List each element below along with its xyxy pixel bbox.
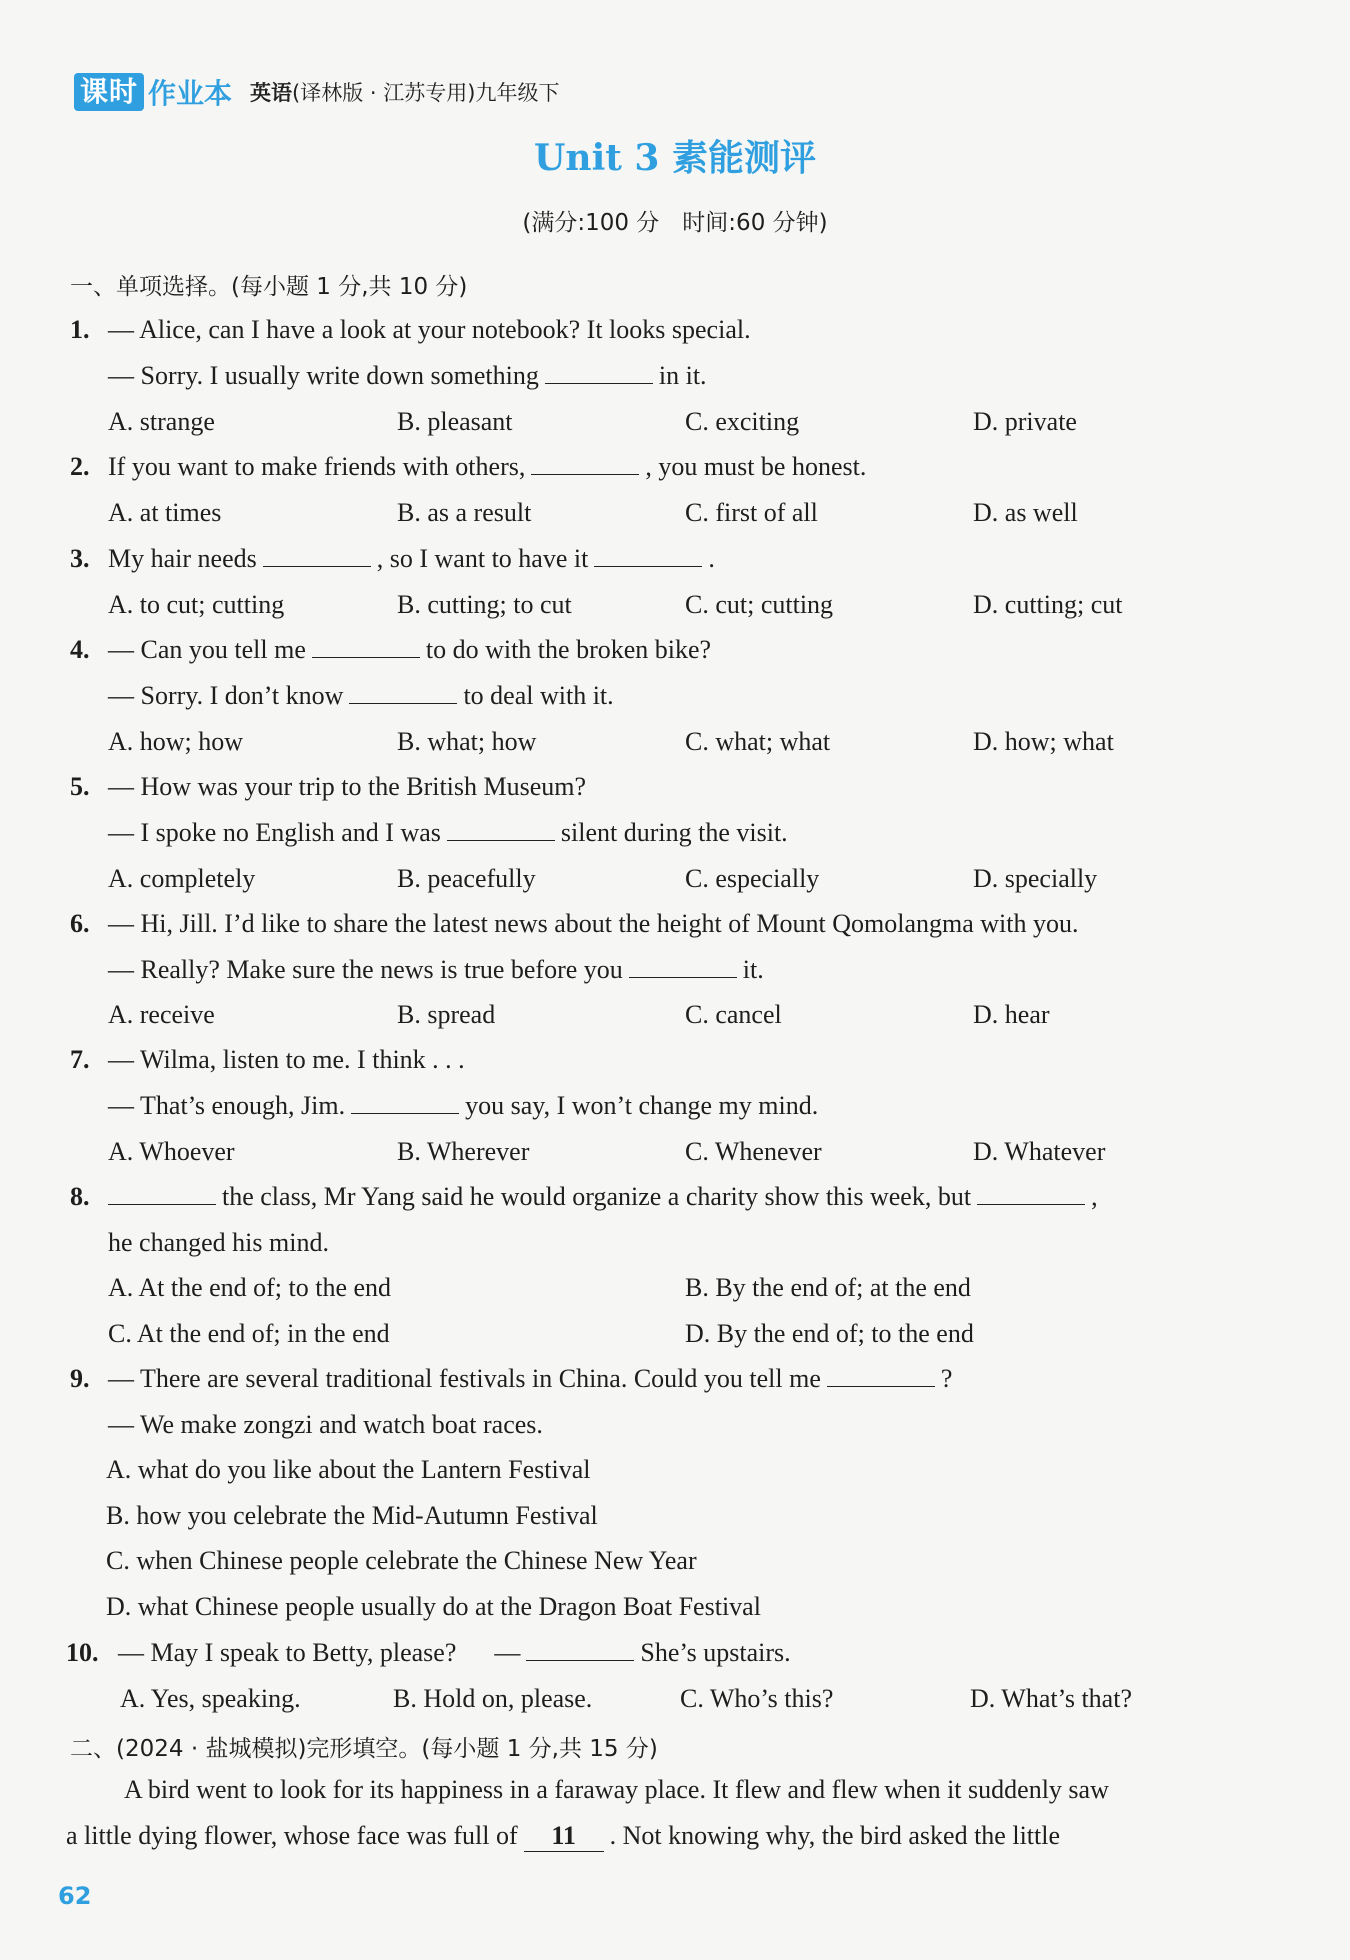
question-line: — Sorry. I don’t know to deal with it. [108,681,614,710]
option[interactable]: B. as a result [397,498,532,527]
question-line: — Can you tell me to do with the broken bike? [108,635,712,664]
subject-line: 英语(译林版 · 江苏专用)九年级下 [250,81,560,105]
answer-blank[interactable] [545,365,653,384]
section-2-heading: 二、(2024 · 盐城模拟)完形填空。(每小题 1 分,共 15 分) [70,1736,658,1762]
option[interactable]: B. cutting; to cut [397,590,572,619]
header [74,72,559,112]
option[interactable]: B. spread [397,1000,496,1029]
option[interactable]: B. what; how [397,727,537,756]
logo-box: 课时 [74,73,144,111]
option[interactable]: C. what; what [685,727,831,756]
answer-blank[interactable] [531,456,639,475]
question-number: 1. [70,315,90,344]
answer-blank[interactable] [526,1642,634,1661]
answer-blank[interactable] [108,1186,216,1205]
question-number: 8. [70,1182,90,1211]
answer-blank[interactable] [349,685,457,704]
option[interactable]: C. cancel [685,1000,782,1029]
option[interactable]: C. Whenever [685,1137,822,1166]
option[interactable]: B. By the end of; at the end [685,1273,971,1302]
option[interactable]: A. how; how [108,727,244,756]
question-number: 2. [70,452,90,481]
question-line: — Alice, can I have a look at your notebook? It looks special. [108,315,751,344]
answer-blank[interactable] [629,959,737,978]
question-number: 4. [70,635,90,664]
cloze-blank[interactable]: 11 [524,1821,604,1852]
option[interactable]: A. at times [108,498,222,527]
option[interactable]: D. as well [973,498,1078,527]
option[interactable]: D. Whatever [973,1137,1106,1166]
question-line: he changed his mind. [108,1228,329,1257]
option[interactable]: C. exciting [685,407,800,436]
option[interactable]: D. cutting; cut [973,590,1123,619]
option[interactable]: D. What’s that? [970,1684,1132,1713]
option[interactable]: C. cut; cutting [685,590,834,619]
question-number: 9. [70,1364,90,1393]
question-line: If you want to make friends with others, , you must be honest. [108,452,867,481]
option[interactable]: D. what Chinese people usually do at the Dragon Boat Festival [106,1592,761,1621]
option[interactable]: A. to cut; cutting [108,590,285,619]
question-line: — May I speak to Betty, please? — She’s upstairs. [118,1638,791,1667]
question-number: 10. [66,1638,99,1667]
question-line: — Sorry. I usually write down something in it. [108,361,707,390]
option[interactable]: C. when Chinese people celebrate the Chinese New Year [106,1546,697,1575]
answer-blank[interactable] [263,548,371,567]
option[interactable]: D. specially [973,864,1098,893]
question-line: — Wilma, listen to me. I think . . . [108,1045,465,1074]
answer-blank[interactable] [447,822,555,841]
option[interactable]: B. Wherever [397,1137,530,1166]
unit-title: Unit 3 素能测评 [534,137,816,179]
option[interactable]: D. By the end of; to the end [685,1319,974,1348]
option[interactable]: A. what do you like about the Lantern Festival [106,1455,591,1484]
option[interactable]: A. At the end of; to the end [108,1273,392,1302]
logo-text: 作业本 [148,77,233,110]
question-line: — How was your trip to the British Museum? [108,772,587,801]
passage-line: A bird went to look for its happiness in a faraway place. It flew and flew when it suddenly saw [124,1775,1109,1804]
option[interactable]: A. completely [108,864,256,893]
question-line: My hair needs , so I want to have it . [108,544,715,573]
option[interactable]: B. peacefully [397,864,536,893]
option[interactable]: D. how; what [973,727,1114,756]
option[interactable]: C. Who’s this? [680,1684,834,1713]
option[interactable]: A. Yes, speaking. [120,1684,301,1713]
question-line: — That’s enough, Jim. you say, I won’t change my mind. [108,1091,819,1120]
question-line: — We make zongzi and watch boat races. [108,1410,543,1439]
question-line: — There are several traditional festivals in China. Could you tell me ? [108,1364,953,1393]
question-number: 3. [70,544,90,573]
page-number: 62 [58,1882,92,1910]
option[interactable]: A. strange [108,407,215,436]
option[interactable]: B. pleasant [397,407,513,436]
question-line: — Really? Make sure the news is true before you it. [108,955,764,984]
option[interactable]: A. receive [108,1000,215,1029]
option[interactable]: A. Whoever [108,1137,235,1166]
option[interactable]: C. first of all [685,498,818,527]
answer-blank[interactable] [312,639,420,658]
question-line: the class, Mr Yang said he would organize a charity show this week, but , [102,1182,1098,1212]
option[interactable]: C. At the end of; in the end [108,1319,390,1348]
question-line: — I spoke no English and I was silent during the visit. [108,818,788,847]
answer-blank[interactable] [977,1186,1085,1205]
score-line: (满分:100 分 时间:60 分钟) [522,210,828,236]
answer-blank[interactable] [827,1368,935,1387]
answer-blank[interactable] [594,548,702,567]
option[interactable]: D. private [973,407,1077,436]
answer-blank[interactable] [351,1095,459,1114]
question-number: 5. [70,772,90,801]
question-line: — Hi, Jill. I’d like to share the latest news about the height of Mount Qomolangma with you. [108,909,1079,938]
question-number: 6. [70,909,90,938]
section-1-heading: 一、单项选择。(每小题 1 分,共 10 分) [70,274,468,300]
question-number: 7. [70,1045,90,1074]
passage-line: a little dying flower, whose face was full of 11 . Not knowing why, the bird asked the little [66,1821,1061,1850]
option[interactable]: D. hear [973,1000,1050,1029]
option[interactable]: B. how you celebrate the Mid-Autumn Festival [106,1501,598,1530]
option[interactable]: C. especially [685,864,820,893]
option[interactable]: B. Hold on, please. [393,1684,593,1713]
